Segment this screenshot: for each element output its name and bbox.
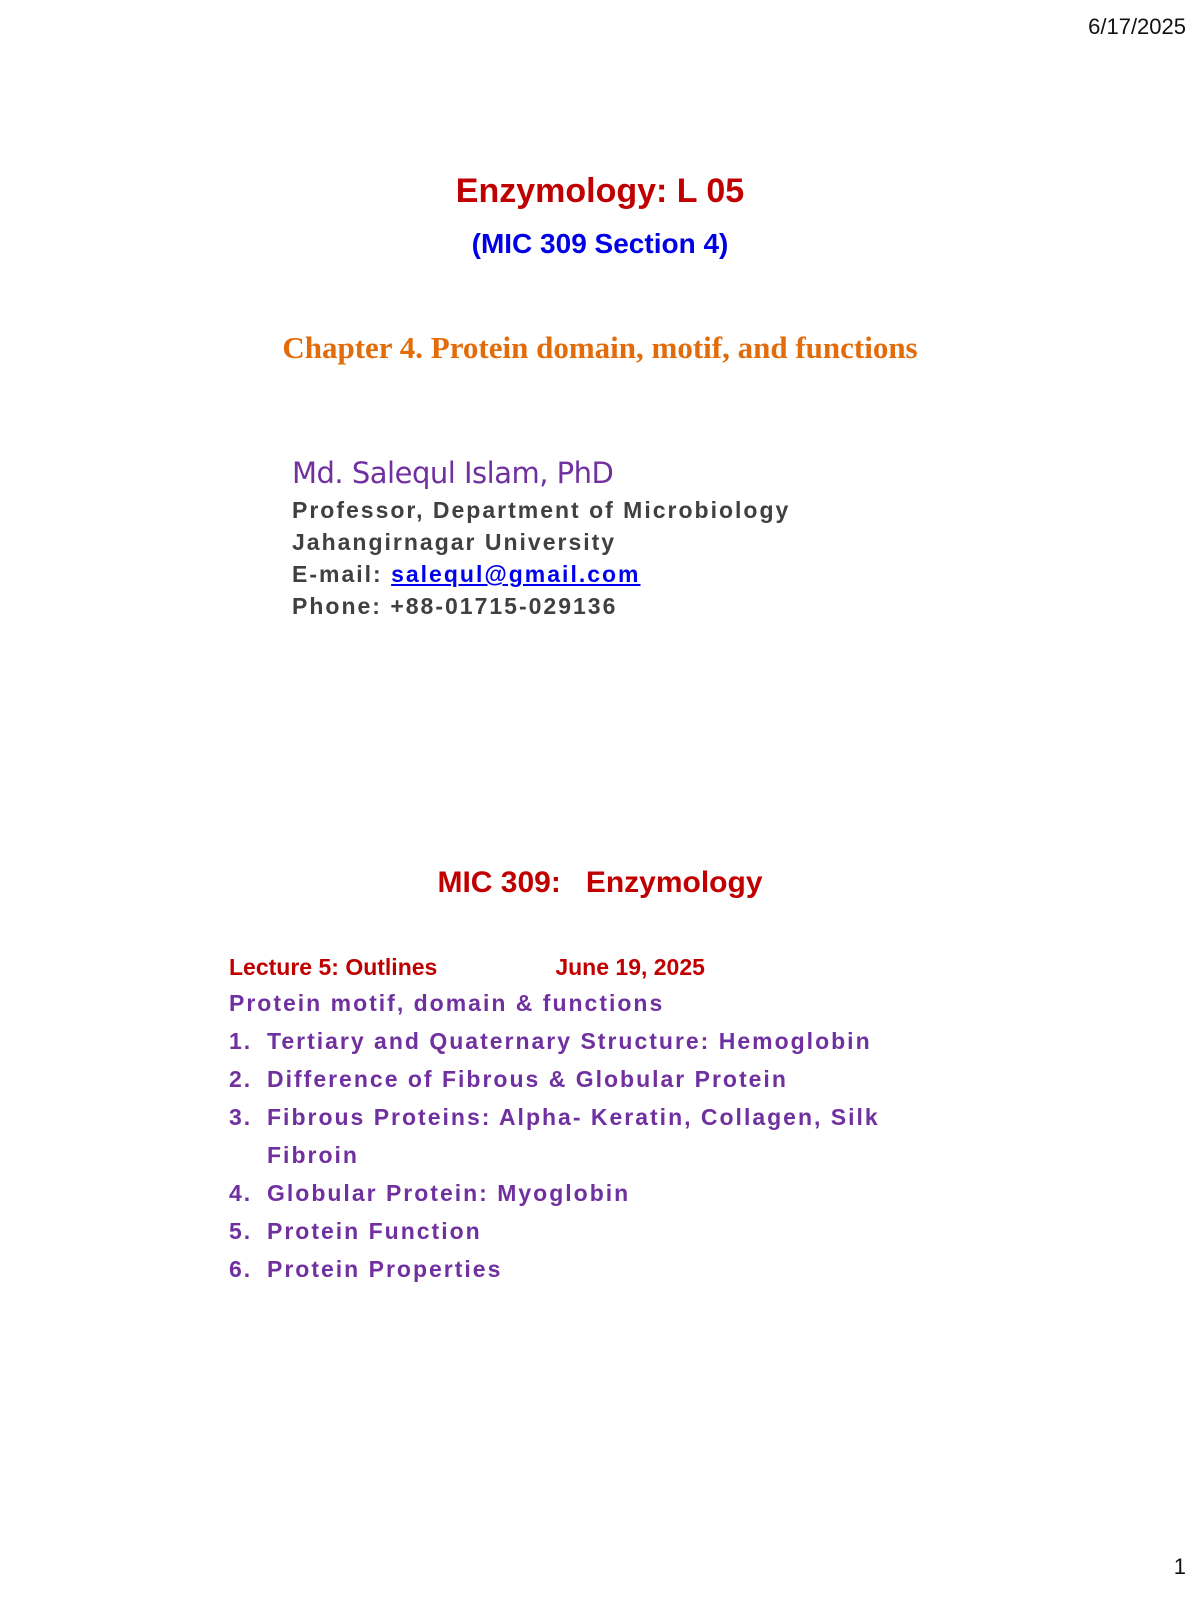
course-title: MIC 309: Enzymology bbox=[437, 866, 763, 899]
email-link[interactable]: salequl@gmail.com bbox=[391, 561, 641, 587]
print-date: 6/17/2025 bbox=[1088, 14, 1186, 39]
item-number: 3. bbox=[229, 1104, 253, 1130]
item-text: Difference of Fibrous & Globular Protein bbox=[267, 1066, 788, 1092]
outline-list bbox=[229, 1022, 969, 1288]
author-email-line bbox=[292, 558, 790, 590]
author-name: Md. Salequl Islam, PhD bbox=[292, 456, 614, 490]
email-label: E-mail: bbox=[292, 561, 392, 587]
item-text: Protein Properties bbox=[267, 1256, 503, 1282]
list-item bbox=[229, 1022, 969, 1060]
author-phone: Phone: +88-01715-029136 bbox=[292, 593, 618, 619]
lecture-title: Enzymology: L 05 bbox=[455, 172, 745, 210]
outline-label: Lecture 5: Outlines bbox=[229, 954, 438, 980]
list-item bbox=[229, 1174, 969, 1212]
list-item bbox=[229, 1098, 969, 1174]
outline-intro: Protein motif, domain & functions bbox=[229, 990, 665, 1016]
item-number: 6. bbox=[229, 1256, 253, 1282]
list-item bbox=[229, 1212, 969, 1250]
author-position: Professor, Department of Microbiology bbox=[292, 497, 791, 523]
item-text: Fibrous Proteins: Alpha- Keratin, Collagen, Silk Fibroin bbox=[267, 1104, 880, 1168]
item-number: 2. bbox=[229, 1066, 253, 1092]
lecture-date: June 19, 2025 bbox=[555, 954, 705, 980]
author-institution: Jahangirnagar University bbox=[292, 529, 617, 555]
author-info bbox=[292, 456, 790, 622]
item-number: 4. bbox=[229, 1180, 253, 1206]
lecture-outline bbox=[229, 950, 969, 1288]
page-number: 1 bbox=[1173, 1554, 1186, 1579]
chapter-heading: Chapter 4. Protein domain, motif, and functions bbox=[282, 330, 918, 365]
course-section-subtitle: (MIC 309 Section 4) bbox=[471, 228, 729, 259]
item-text: Globular Protein: Myoglobin bbox=[267, 1180, 631, 1206]
item-text: Protein Function bbox=[267, 1218, 482, 1244]
list-item bbox=[229, 1060, 969, 1098]
item-number: 1. bbox=[229, 1028, 253, 1054]
outline-header bbox=[229, 950, 969, 984]
item-text: Tertiary and Quaternary Structure: Hemoglobin bbox=[267, 1028, 872, 1054]
item-number: 5. bbox=[229, 1218, 253, 1244]
list-item bbox=[229, 1250, 969, 1288]
